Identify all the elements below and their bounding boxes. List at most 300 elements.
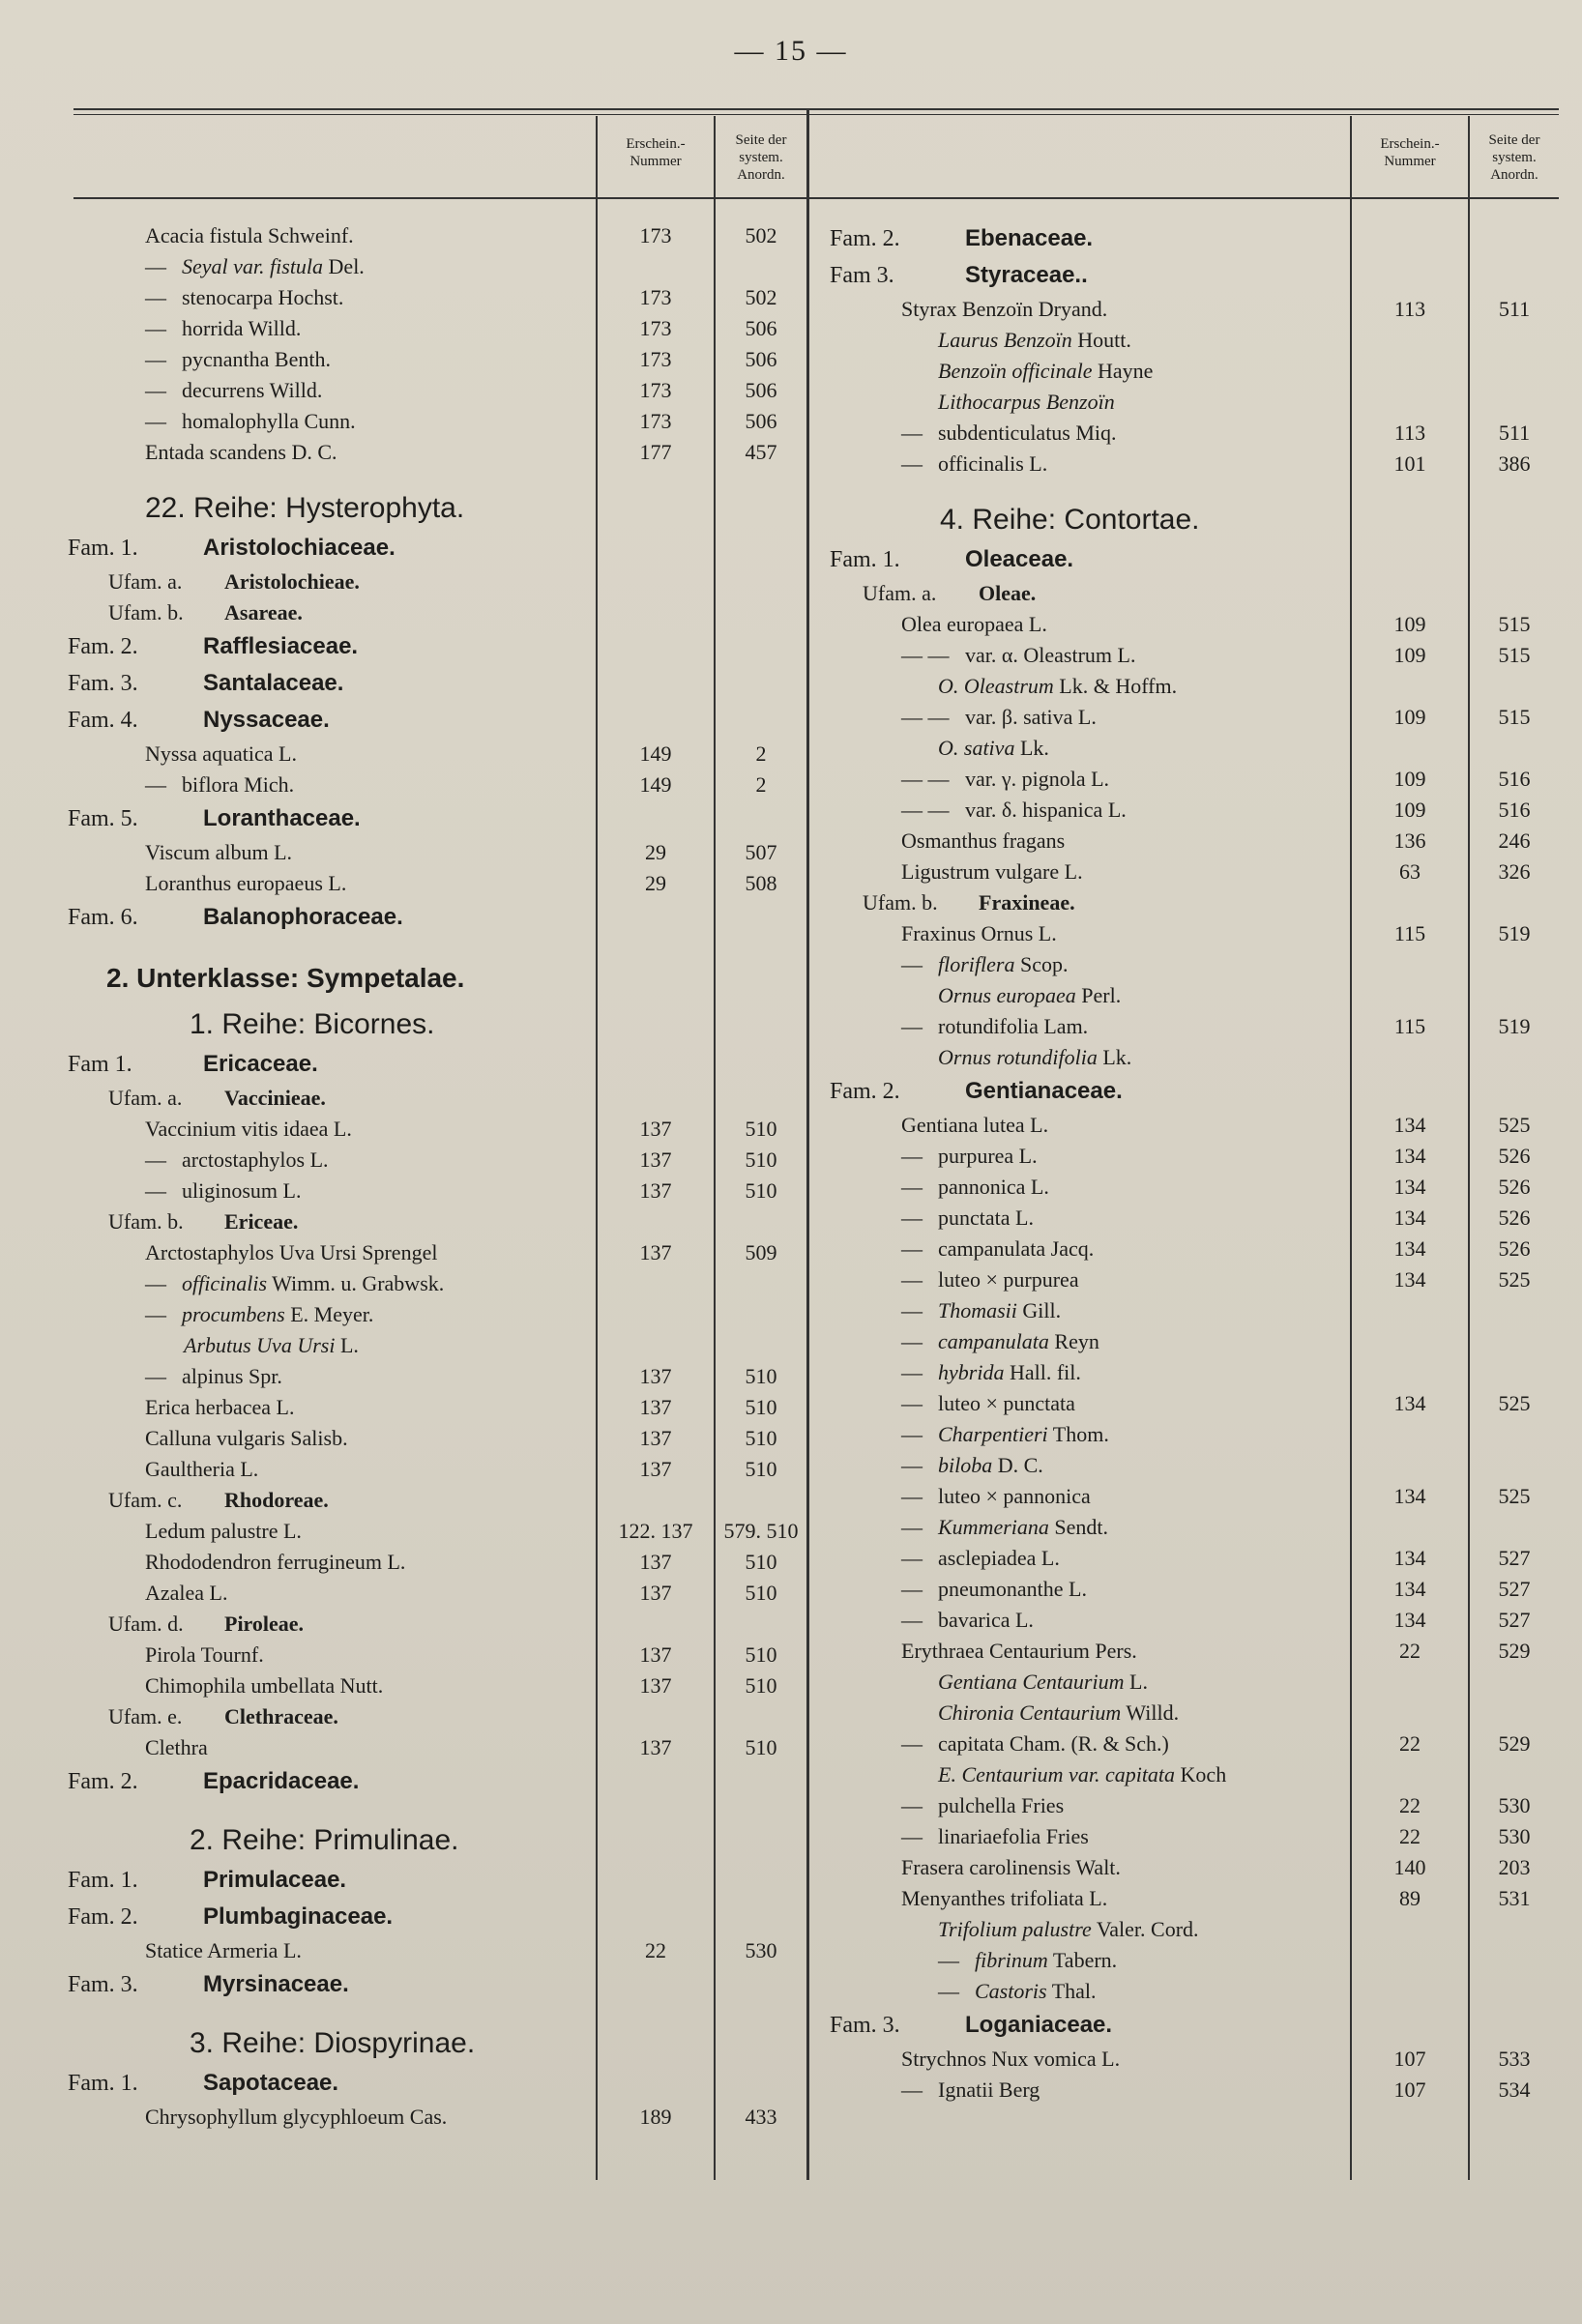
subfamily-name: Aristolochieae.: [224, 569, 360, 594]
list-item: [812, 1295, 1582, 1326]
seite-anordnung: 510: [745, 1735, 777, 1759]
left-column: [0, 220, 806, 2133]
dash: —: [901, 1422, 923, 1446]
taxon-name: Viscum album L.: [145, 840, 293, 864]
list-item: [0, 899, 806, 936]
list-item: [812, 1326, 1582, 1357]
taxon-name: var. δ. hispanica L.: [965, 798, 1127, 822]
synonym-italic: O. Oleastrum: [938, 674, 1054, 698]
synonym-italic: Seyal var. fistula: [182, 254, 324, 278]
seite-anordnung: 433: [745, 2105, 777, 2129]
subfamily-name: Piroleae.: [224, 1612, 305, 1636]
list-item: [812, 1481, 1582, 1512]
list-item: [0, 868, 806, 899]
dash: —: [901, 451, 923, 476]
taxon-name: Pirola Tournf.: [145, 1642, 264, 1667]
list-item: [0, 1763, 806, 1800]
taxon-name: campanulata Jacq.: [938, 1236, 1095, 1261]
erschein-nummer: 140: [1393, 1855, 1426, 1879]
seite-anordnung: 2: [755, 741, 767, 766]
synonym-line: [182, 1268, 444, 1299]
synonym-line: [182, 251, 365, 282]
list-item: [812, 1698, 1582, 1728]
author: Hayne: [1097, 359, 1154, 383]
header-nummer-right: Erschein.- Nummer: [1380, 136, 1440, 169]
synonym-italic: Ornus europaea: [938, 983, 1076, 1007]
erschein-nummer: 134: [1393, 1206, 1426, 1230]
list-item: [812, 1042, 1582, 1073]
synonym-italic: Arbutus Uva Ursi: [184, 1333, 336, 1357]
list-item: [0, 1002, 806, 1046]
seite-anordnung: 506: [745, 316, 777, 340]
list-item: [0, 770, 806, 800]
dash: —: [901, 1236, 923, 1261]
list-item: [812, 857, 1582, 887]
dash: —: [901, 1608, 923, 1632]
seite-anordnung: 510: [745, 1147, 777, 1172]
synonym-line: [184, 1330, 359, 1361]
family-label: Fam. 6.: [68, 905, 138, 930]
subfamily-label: Ufam. c.: [108, 1488, 183, 1512]
seite-anordnung: 533: [1498, 2047, 1531, 2071]
list-item: [0, 468, 806, 485]
seite-anordnung: 502: [745, 223, 777, 247]
dash: —: [901, 1515, 923, 1539]
synonym-line: [938, 387, 1115, 418]
list-item: [812, 764, 1582, 795]
list-item: [812, 640, 1582, 671]
taxon-name: biflora Mich.: [182, 772, 295, 797]
seite-anordnung: 531: [1498, 1886, 1531, 1910]
taxon-name: Strychnos Nux vomica L.: [901, 2047, 1121, 2071]
synonym-line: [938, 949, 1068, 980]
list-item: [0, 1361, 806, 1392]
taxon-name: var. β. sativa L.: [965, 705, 1097, 729]
seite-anordnung: 507: [745, 840, 777, 864]
list-item: [0, 1114, 806, 1145]
seite-anordnung: 519: [1498, 921, 1531, 945]
erschein-nummer: 113: [1393, 297, 1426, 321]
synonym-line: [182, 1299, 373, 1330]
list-item: [812, 887, 1582, 918]
list-item: [812, 1821, 1582, 1852]
list-item: [812, 918, 1582, 949]
synonym-line: [975, 1976, 1097, 2007]
synonym-italic: Thomasii: [938, 1298, 1017, 1322]
family-label: Fam. 3.: [68, 671, 138, 696]
dash: — —: [901, 705, 950, 729]
dash: —: [901, 421, 923, 445]
list-item: [812, 980, 1582, 1011]
taxon-name: capitata Cham. (R. & Sch.): [938, 1731, 1169, 1756]
list-item: [0, 1083, 806, 1114]
taxon-name: Gentiana lutea L.: [901, 1113, 1049, 1137]
list-item: [812, 1450, 1582, 1481]
list-item: [812, 1574, 1582, 1605]
taxon-name: Chrysophyllum glycyphloeum Cas.: [145, 2105, 448, 2129]
family-label: Fam. 1.: [68, 1868, 138, 1893]
list-item: [812, 1667, 1582, 1698]
seite-anordnung: 526: [1498, 1236, 1531, 1261]
subclass-heading: 2. Unterklasse: Sympetalae.: [106, 963, 465, 993]
synonym-line: [938, 1759, 1226, 1790]
erschein-nummer: 137: [639, 1178, 672, 1203]
erschein-nummer: 134: [1393, 1546, 1426, 1570]
taxon-name: homalophylla Cunn.: [182, 409, 356, 433]
dash: —: [901, 1793, 923, 1817]
erschein-nummer: 107: [1393, 2047, 1426, 2071]
dash: — —: [901, 798, 950, 822]
taxon-name: luteo × pannonica: [938, 1484, 1091, 1508]
list-item: [0, 1423, 806, 1454]
erschein-nummer: 137: [639, 1735, 672, 1759]
list-item: [0, 1454, 806, 1485]
erschein-nummer: 122. 137: [618, 1519, 693, 1543]
family-label: Fam. 1.: [68, 536, 138, 561]
center-rule: [806, 108, 809, 2180]
synonym-italic: Laurus Benzoïn: [938, 328, 1072, 352]
synonym-italic: floriflera: [938, 952, 1015, 976]
seite-anordnung: 534: [1498, 2077, 1531, 2102]
seite-anordnung: 506: [745, 347, 777, 371]
list-item: [812, 325, 1582, 356]
author: Tabern.: [1052, 1948, 1118, 1972]
erschein-nummer: 137: [639, 1550, 672, 1574]
erschein-nummer: 173: [639, 223, 672, 247]
list-item: [812, 220, 1582, 257]
seite-anordnung: 457: [745, 440, 777, 464]
synonym-italic: Lithocarpus Benzoïn: [938, 390, 1115, 414]
author: Lk. & Hoffm.: [1059, 674, 1178, 698]
author: Sendt.: [1054, 1515, 1109, 1539]
author: Wimm. u. Grabwsk.: [272, 1271, 445, 1295]
erschein-nummer: 173: [639, 347, 672, 371]
erschein-nummer: 137: [639, 1457, 672, 1481]
family-name: Gentianaceae.: [965, 1078, 1123, 1104]
synonym-line: [938, 1914, 1199, 1945]
dash: —: [901, 1484, 923, 1508]
synonym-line: [938, 671, 1177, 702]
author: Thom.: [1052, 1422, 1109, 1446]
seite-anordnung: 506: [745, 378, 777, 402]
seite-anordnung: 246: [1498, 828, 1531, 853]
erschein-nummer: 22: [645, 1938, 666, 1962]
list-item: [812, 2007, 1582, 2044]
dash: —: [145, 316, 166, 340]
seite-anordnung: 510: [745, 1364, 777, 1388]
author: Scop.: [1019, 952, 1069, 976]
list-item: [812, 1141, 1582, 1172]
list-item: [0, 313, 806, 344]
taxon-name: var. γ. pignola L.: [965, 767, 1110, 791]
list-item: [0, 1206, 806, 1237]
subfamily-label: Ufam. b.: [108, 1209, 184, 1234]
taxon-name: bavarica L.: [938, 1608, 1034, 1632]
list-item: [812, 609, 1582, 640]
list-item: [0, 2065, 806, 2102]
list-item: [0, 282, 806, 313]
seite-anordnung: 525: [1498, 1391, 1531, 1415]
list-item: [812, 2075, 1582, 2106]
author: Hall. fil.: [1009, 1360, 1081, 1384]
list-item: [812, 1976, 1582, 2007]
list-item: [812, 418, 1582, 449]
seite-anordnung: 508: [745, 871, 777, 895]
synonym-italic: E. Centaurium var. capitata: [938, 1762, 1176, 1787]
dash: —: [901, 1731, 923, 1756]
family-name: Ebenaceae.: [965, 225, 1094, 251]
list-item: [812, 1357, 1582, 1388]
dash: —: [145, 772, 166, 797]
dash: —: [901, 1014, 923, 1038]
erschein-nummer: 22: [1399, 1731, 1421, 1756]
erschein-nummer: 134: [1393, 1608, 1426, 1632]
synonym-italic: Ornus rotundifolia: [938, 1045, 1098, 1069]
synonym-italic: fibrinum: [975, 1948, 1048, 1972]
subfamily-name: Ericeae.: [224, 1209, 299, 1234]
seite-anordnung: 519: [1498, 1014, 1531, 1038]
list-item: [812, 294, 1582, 325]
list-item: [812, 1543, 1582, 1574]
list-item: [812, 1605, 1582, 1636]
list-item: [0, 1516, 806, 1547]
list-item: [812, 497, 1582, 541]
family-name: Ericaceae.: [203, 1051, 318, 1077]
erschein-nummer: 177: [639, 440, 672, 464]
list-item: [0, 665, 806, 702]
list-item: [0, 1899, 806, 1935]
list-item: [812, 1110, 1582, 1141]
list-item: [812, 449, 1582, 479]
synonym-italic: Castoris: [975, 1979, 1047, 2003]
dash: —: [938, 1948, 959, 1972]
synonym-italic: officinalis: [182, 1271, 267, 1295]
list-item: [0, 1299, 806, 1330]
list-item: [0, 406, 806, 437]
list-item: [0, 1862, 806, 1899]
list-item: [0, 702, 806, 739]
family-name: Myrsinaceae.: [203, 1971, 349, 1997]
seite-anordnung: 529: [1498, 1731, 1531, 1756]
list-item: [812, 578, 1582, 609]
erschein-nummer: 149: [639, 741, 672, 766]
author: Perl.: [1081, 983, 1122, 1007]
dash: —: [145, 1178, 166, 1203]
list-item: [0, 1145, 806, 1176]
list-item: [0, 953, 806, 1002]
seite-anordnung: 515: [1498, 705, 1531, 729]
erschein-nummer: 22: [1399, 1824, 1421, 1848]
author: Willd.: [1126, 1700, 1180, 1725]
synonym-line: [938, 1512, 1108, 1543]
taxon-name: Clethra: [145, 1735, 208, 1759]
erschein-nummer: 137: [639, 1364, 672, 1388]
seite-anordnung: 529: [1498, 1639, 1531, 1663]
list-item: [812, 1388, 1582, 1419]
synonym-line: [938, 1419, 1109, 1450]
dash: — —: [901, 643, 950, 667]
seite-anordnung: 506: [745, 409, 777, 433]
dash: —: [901, 1577, 923, 1601]
dash: —: [901, 952, 923, 976]
dash: —: [901, 1360, 923, 1384]
erschein-nummer: 137: [639, 1117, 672, 1141]
subfamily-label: Ufam. e.: [108, 1704, 183, 1728]
list-item: [812, 356, 1582, 387]
dash: —: [901, 1206, 923, 1230]
synonym-italic: Chironia Centaurium: [938, 1700, 1122, 1725]
list-item: [812, 1419, 1582, 1450]
taxon-name: asclepiadea L.: [938, 1546, 1060, 1570]
taxon-name: Fraxinus Ornus L.: [901, 921, 1057, 945]
family-label: Fam 3.: [830, 263, 894, 288]
taxon-name: Rhododendron ferrugineum L.: [145, 1550, 406, 1574]
taxon-name: Ligustrum vulgare L.: [901, 859, 1083, 884]
list-item: [0, 2020, 806, 2065]
seite-anordnung: 525: [1498, 1113, 1531, 1137]
list-item: [0, 1578, 806, 1609]
subfamily-label: Ufam. b.: [108, 600, 184, 625]
taxon-name: stenocarpa Hochst.: [182, 285, 344, 309]
erschein-nummer: 189: [639, 2105, 672, 2129]
list-item: [0, 2003, 806, 2020]
family-name: Styraceae..: [965, 262, 1088, 288]
list-item: [812, 1234, 1582, 1264]
page-number: — 15 —: [734, 35, 848, 67]
erschein-nummer: 134: [1393, 1175, 1426, 1199]
erschein-nummer: 109: [1393, 643, 1426, 667]
list-item: [0, 936, 806, 953]
taxon-name: luteo × punctata: [938, 1391, 1075, 1415]
list-item: [0, 1485, 806, 1516]
list-item: [812, 826, 1582, 857]
author: L.: [339, 1333, 359, 1357]
seite-anordnung: 502: [745, 285, 777, 309]
list-item: [812, 1914, 1582, 1945]
seite-anordnung: 386: [1498, 451, 1531, 476]
taxon-name: Azalea L.: [145, 1581, 228, 1605]
dash: —: [901, 1824, 923, 1848]
synonym-line: [975, 1945, 1117, 1976]
list-item: [0, 1800, 806, 1817]
seite-anordnung: 510: [745, 1117, 777, 1141]
synonym-line: [938, 1042, 1131, 1073]
taxon-name: Statice Armeria L.: [145, 1938, 302, 1962]
erschein-nummer: 109: [1393, 798, 1426, 822]
author: D. C.: [997, 1453, 1043, 1477]
taxon-name: Olea europaea L.: [901, 612, 1047, 636]
list-item: [812, 1636, 1582, 1667]
seite-anordnung: 510: [745, 1550, 777, 1574]
dash: —: [901, 2077, 923, 2102]
taxon-name: Erica herbacea L.: [145, 1395, 295, 1419]
erschein-nummer: 134: [1393, 1484, 1426, 1508]
top-rule: [73, 108, 1559, 110]
erschein-nummer: 134: [1393, 1267, 1426, 1292]
synonym-line: [938, 1326, 1099, 1357]
seite-anordnung: 516: [1498, 798, 1531, 822]
section-heading: 1. Reihe: Bicornes.: [190, 1008, 435, 1040]
list-item: [812, 387, 1582, 418]
list-item: [0, 800, 806, 837]
right-column: [812, 220, 1582, 2106]
section-heading: 4. Reihe: Contortae.: [940, 504, 1200, 536]
family-name: Oleaceae.: [965, 546, 1074, 572]
author: Houtt.: [1077, 328, 1131, 352]
family-label: Fam. 2.: [68, 634, 138, 659]
subfamily-label: Ufam. b.: [863, 890, 938, 915]
family-label: Fam. 2.: [830, 1079, 900, 1104]
taxon-name: var. α. Oleastrum L.: [965, 643, 1136, 667]
family-label: Fam. 3.: [830, 2013, 900, 2038]
family-name: Loganiaceae.: [965, 2012, 1113, 2038]
erschein-nummer: 134: [1393, 1113, 1426, 1137]
top-rule-thin: [73, 114, 1559, 115]
list-item: [0, 1268, 806, 1299]
author: E. Meyer.: [290, 1302, 374, 1326]
erschein-nummer: 63: [1399, 859, 1421, 884]
synonym-italic: campanulata: [938, 1329, 1049, 1353]
family-name: Primulaceae.: [203, 1867, 347, 1893]
taxon-name: pycnantha Benth.: [182, 347, 331, 371]
list-item: [0, 628, 806, 665]
taxon-name: Entada scandens D. C.: [145, 440, 337, 464]
synonym-line: [938, 733, 1049, 764]
family-label: Fam 1.: [68, 1052, 132, 1077]
subfamily-name: Vaccinieae.: [224, 1086, 326, 1110]
synonym-italic: Trifolium palustre: [938, 1917, 1092, 1941]
synonym-line: [938, 1450, 1043, 1481]
synonym-italic: biloba: [938, 1453, 993, 1477]
erschein-nummer: 89: [1399, 1886, 1421, 1910]
seite-anordnung: 527: [1498, 1546, 1531, 1570]
subfamily-label: Ufam. d.: [108, 1612, 184, 1636]
subfamily-label: Ufam. a.: [108, 569, 183, 594]
erschein-nummer: 149: [639, 772, 672, 797]
dash: —: [145, 409, 166, 433]
list-item: [812, 479, 1582, 497]
dash: —: [938, 1979, 959, 2003]
author: Valer. Cord.: [1096, 1917, 1199, 1941]
taxon-name: rotundifolia Lam.: [938, 1014, 1089, 1038]
list-item: [812, 1945, 1582, 1976]
synonym-line: [938, 325, 1131, 356]
synonym-italic: Benzoïn officinale: [938, 359, 1093, 383]
dash: —: [145, 1271, 166, 1295]
list-item: [0, 1176, 806, 1206]
taxon-name: uliginosum L.: [182, 1178, 302, 1203]
list-item: [0, 220, 806, 251]
family-label: Fam. 5.: [68, 806, 138, 831]
seite-anordnung: 527: [1498, 1608, 1531, 1632]
author: Lk.: [1102, 1045, 1132, 1069]
erschein-nummer: 137: [639, 1240, 672, 1264]
author: Koch: [1180, 1762, 1227, 1787]
taxon-name: Calluna vulgaris Salisb.: [145, 1426, 348, 1450]
seite-anordnung: 510: [745, 1581, 777, 1605]
list-item: [0, 1640, 806, 1670]
family-name: Loranthaceae.: [203, 805, 361, 831]
list-item: [812, 1728, 1582, 1759]
erschein-nummer: 109: [1393, 612, 1426, 636]
dash: — —: [901, 767, 950, 791]
header-nummer-left: Erschein.- Nummer: [626, 136, 686, 169]
list-item: [812, 1172, 1582, 1203]
seite-anordnung: 515: [1498, 612, 1531, 636]
author: Del.: [328, 254, 365, 278]
list-item: [0, 1392, 806, 1423]
synonym-italic: hybrida: [938, 1360, 1005, 1384]
